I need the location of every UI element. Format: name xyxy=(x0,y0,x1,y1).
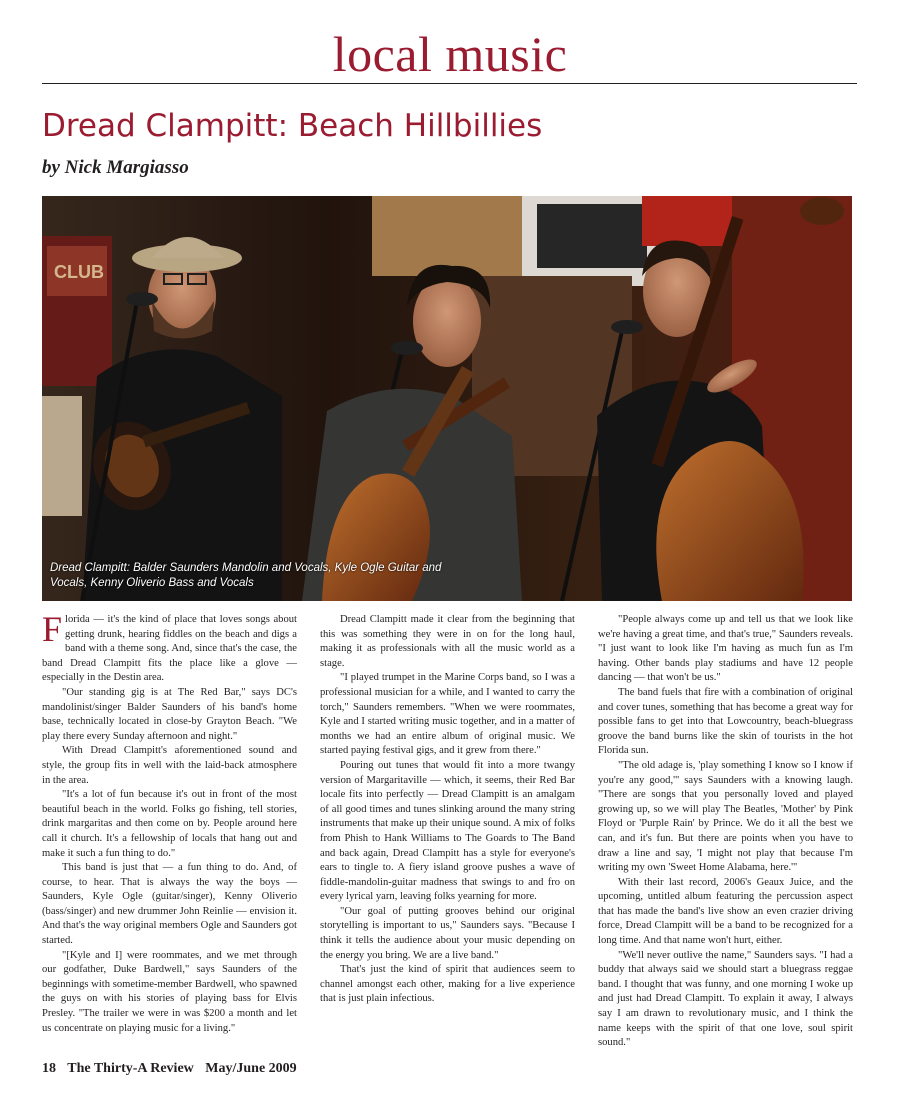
paragraph: "[Kyle and I] were roommates, and we met through our godfather, Duke Bardwell," says Saunders of the beginnings with sometime-member Bardwell, who spawned the guys on with his stories of playing bass for Elvis Presley. "The trailer we were in was $200 a month and let us concentrate on playing music for a living." xyxy=(42,949,297,1034)
paragraph: Pouring out tunes that would fit into a more twangy version of Margaritaville — which, it seems, their Red Bar locale fits into perfectly — Dread Clampitt is an amalgam of all good times and tunes slinking around the many string instruments that make up their unique sound. A mix of folks from Phish to Hank Williams to The Goards to The Band and back again, Dread Clampitt has a style for everyone's ears to tingle to. A fiery island groove pushes a wave of fiddle-mandolin-guitar madness that swings to and fro on every lyrical yarn, leaving folks yearning for more. xyxy=(320,759,575,903)
column-3 xyxy=(598,613,853,1051)
paragraph: "Our goal of putting grooves behind our original storytelling is important to us," Saunders says. "Because I think it tells the audience about your music depending on the energy you bring. We are a live band." xyxy=(320,905,575,961)
paragraph: With Dread Clampitt's aforementioned sound and style, the group fits in well with the laid-back atmosphere in the area. xyxy=(42,745,297,786)
article-body xyxy=(42,609,857,1053)
club-sign-text: CLUB xyxy=(54,262,104,282)
article-headline: Dread Clampitt: Beach Hillbillies xyxy=(42,108,543,144)
section-title: local music xyxy=(332,26,568,82)
byline: by Nick Margiasso xyxy=(42,157,189,178)
paragraph: "I played trumpet in the Marine Corps band, so I was a professional musician for a while, and I wanted to carry the torch," Saunders remembers. "When we were roommates, Kyle and I started writing music together, and in a matter of months we had an entire album of original music. We started paying festival gigs, and it grew from there." xyxy=(320,672,575,757)
paragraph: This band is just that — a fun thing to do. And, of course, to hear. That is always the way the boys — Saunders, Kyle Ogle (guitar/singer), Kenny Oliverio (bass/singer) and new drummer John Reinlie — envision it. And that's the way original members Ogle and Saunders got started. xyxy=(42,862,297,947)
paragraph: That's just the kind of spirit that audiences seem to channel amongst each other, making for a live experience that is just plain infectious. xyxy=(320,964,575,1005)
paragraph: "It's a lot of fun because it's out in front of the most beautiful beach in the world. Folks go fishing, tell stories, drink margaritas and then come on by. People around here call it church. It's a fellowship of locals that hang out and make it such a fun thing to do." xyxy=(42,789,297,859)
paragraph: "We'll never outlive the name," Saunders says. "I had a buddy that always said we should start a bluegrass reggae band. I thought that was funny, and one morning I woke up and just had Dread Clampitt. To explain it away, I always say I am drawn to revolutionary music, and I think the name keeps with the spirit of that one love, soul spirit sound." xyxy=(598,949,853,1049)
paragraph: Florida — it's the kind of place that loves songs about getting drunk, hearing fiddles on the beach and digs a band with a theme song. And, since that's the case, the band Dread Clampitt fits the place like a glove — especially in the Destin area. xyxy=(42,609,297,684)
paragraph: "The old adage is, 'play something I know so I know if you're any good,'" says Saunders with a knowing laugh. "There are songs that you personally loved and played growing up, so we will play The Beatles, 'Mother' by Pink Floyd or 'Purple Rain' by Prince. We do it all the best we can, and it's fun. But there are points when you have to draw a line and say, 'I might not play that because I'm writing my own 'Sweet Home Alabama, here.'" xyxy=(598,759,853,874)
header-rule xyxy=(42,83,857,84)
page-number: 18 xyxy=(42,1061,56,1076)
publication-name: The Thirty-A Review xyxy=(67,1061,194,1076)
issue-date: May/June 2009 xyxy=(205,1061,297,1076)
paragraph: The band fuels that fire with a combination of original and cover tunes, something that has become a great way for possible fans to get into that Lowcountry, beach-bluegrass groove the band burns like the skin of tourists in the hot Florida sun. xyxy=(598,686,853,757)
paragraph: "People always come up and tell us that we look like we're having a great time, and that's true," Saunders reveals. "I just want to look like I'm having as much fun as I'm having. Other bands play stadiums and have 12 people dancing — that won't be us." xyxy=(598,614,853,684)
band-photo xyxy=(42,196,852,601)
paragraph: "Our standing gig is at The Red Bar," says DC's mandolinist/singer Balder Saunders of his band's home base, technically located in close-by Grayton Beach. "We play there every Sunday afternoon and night." xyxy=(42,686,297,742)
photo-caption: Dread Clampitt: Balder Saunders Mandolin and Vocals, Kyle Ogle Guitar and Vocals, Kenny Oliverio Bass and Vocals xyxy=(50,562,442,589)
paragraph: Dread Clampitt made it clear from the beginning that this was something they were in on for the long haul, making it as professionals with all the music world as a stage. xyxy=(320,614,575,669)
page-footer xyxy=(42,1060,305,1078)
column-2 xyxy=(320,613,575,1007)
drop-cap: F xyxy=(42,609,63,649)
column-1 xyxy=(42,609,297,1036)
paragraph: With their last record, 2006's Geaux Juice, and the upcoming, untitled album featuring the percussion aspect that has made the band's live show an even crazier driving force, Dread Clampitt will be a band to be recognized for a long time. And that name won't hurt, either. xyxy=(598,876,853,947)
